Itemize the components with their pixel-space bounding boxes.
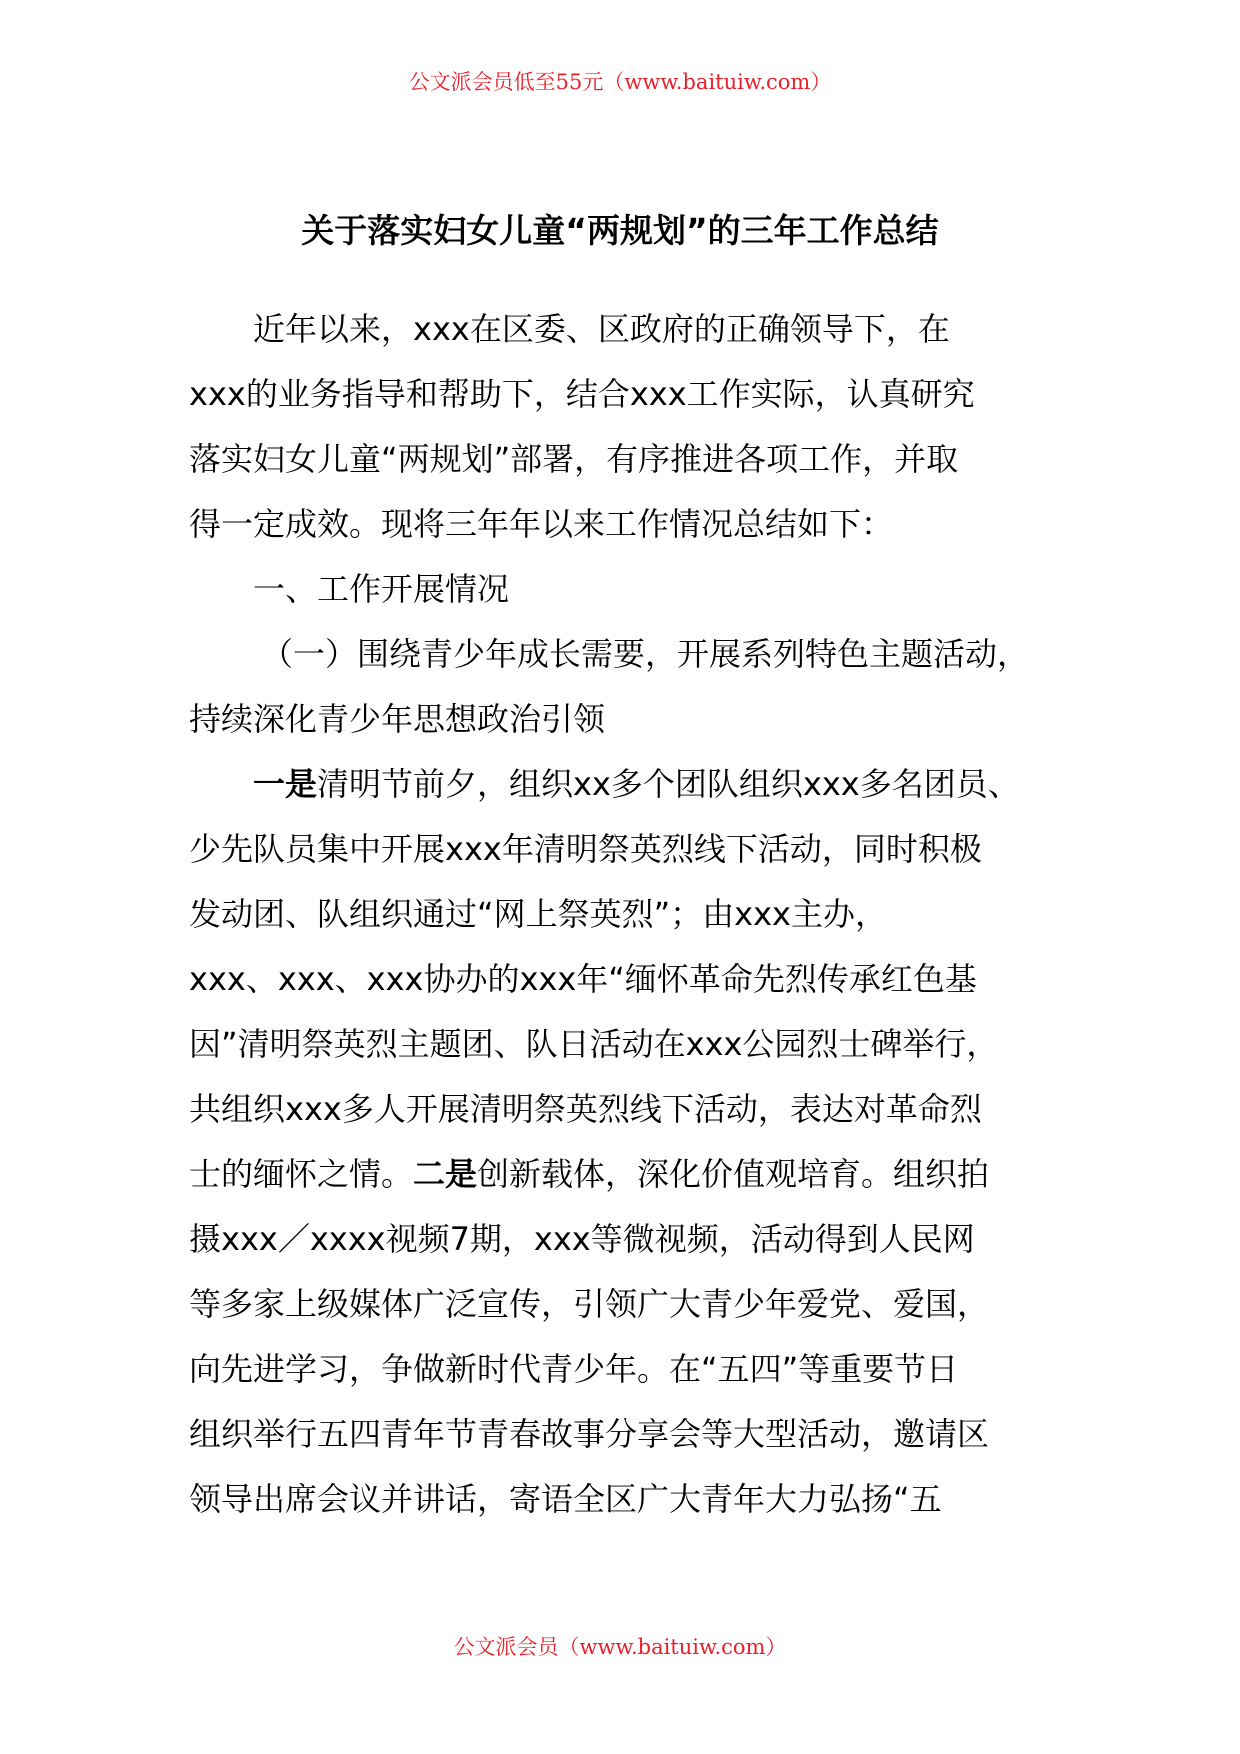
body-line: 等多家上级媒体广泛宣传，引领广大青少年爱党、爱国， <box>189 1285 990 1323</box>
body-line: 得一定成效。现将三年年以来工作情况总结如下： <box>189 505 894 543</box>
body-line-text: 创新载体，深化价值观培育。组织拍 <box>477 1155 990 1193</box>
body-line-text: 清明节前夕，组织xx多个团队组织xxx多名团员、 <box>317 765 1020 803</box>
point-marker-second: 二是 <box>413 1155 478 1193</box>
body-line: 向先进学习，争做新时代青少年。在“五四”等重要节日 <box>189 1350 959 1388</box>
point-marker-first: 一是 <box>253 765 318 803</box>
section-heading: 一、工作开展情况 <box>253 570 510 608</box>
body-line <box>189 752 1069 817</box>
body-line: 落实妇女儿童“两规划”部署，有序推进各项工作，并取 <box>189 440 959 478</box>
subsection-heading: （一）围绕青少年成长需要，开展系列特色主题活动， <box>261 635 1030 673</box>
body-line <box>189 1142 1069 1207</box>
body-line: 摄xxx／xxxx视频7期，xxx等微视频，活动得到人民网 <box>189 1220 975 1258</box>
document-title: 关于落实妇女儿童“两规划”的三年工作总结 <box>301 211 939 250</box>
body-line: 发动团、队组织通过“网上祭英烈”；由xxx主办， <box>189 895 887 933</box>
body-line: xxx的业务指导和帮助下，结合xxx工作实际，认真研究 <box>189 375 975 413</box>
body-line-text: 士的缅怀之情。 <box>189 1155 414 1193</box>
subsection-heading-continued: 持续深化青少年思想政治引领 <box>189 700 606 738</box>
footer-watermark-note: 公文派会员（www.baituiw.com） <box>453 1635 787 1659</box>
body-line: 领导出席会议并讲话，寄语全区广大青年大力弘扬“五 <box>189 1480 942 1518</box>
body-line: 近年以来，xxx在区委、区政府的正确领导下，在 <box>253 310 950 348</box>
body-line: 组织举行五四青年节青春故事分享会等大型活动，邀请区 <box>189 1415 990 1453</box>
body-line: xxx、xxx、xxx协办的xxx年“缅怀革命先烈传承红色基 <box>189 960 977 998</box>
body-line: 少先队员集中开展xxx年清明祭英烈线下活动，同时积极 <box>189 830 982 868</box>
body-line: 共组织xxx多人开展清明祭英烈线下活动，表达对革命烈 <box>189 1090 982 1128</box>
header-watermark-note: 公文派会员低至55元（www.baituiw.com） <box>408 70 832 94</box>
body-line: 因”清明祭英烈主题团、队日活动在xxx公园烈士碑举行， <box>189 1025 999 1063</box>
document-body <box>189 297 1069 1532</box>
